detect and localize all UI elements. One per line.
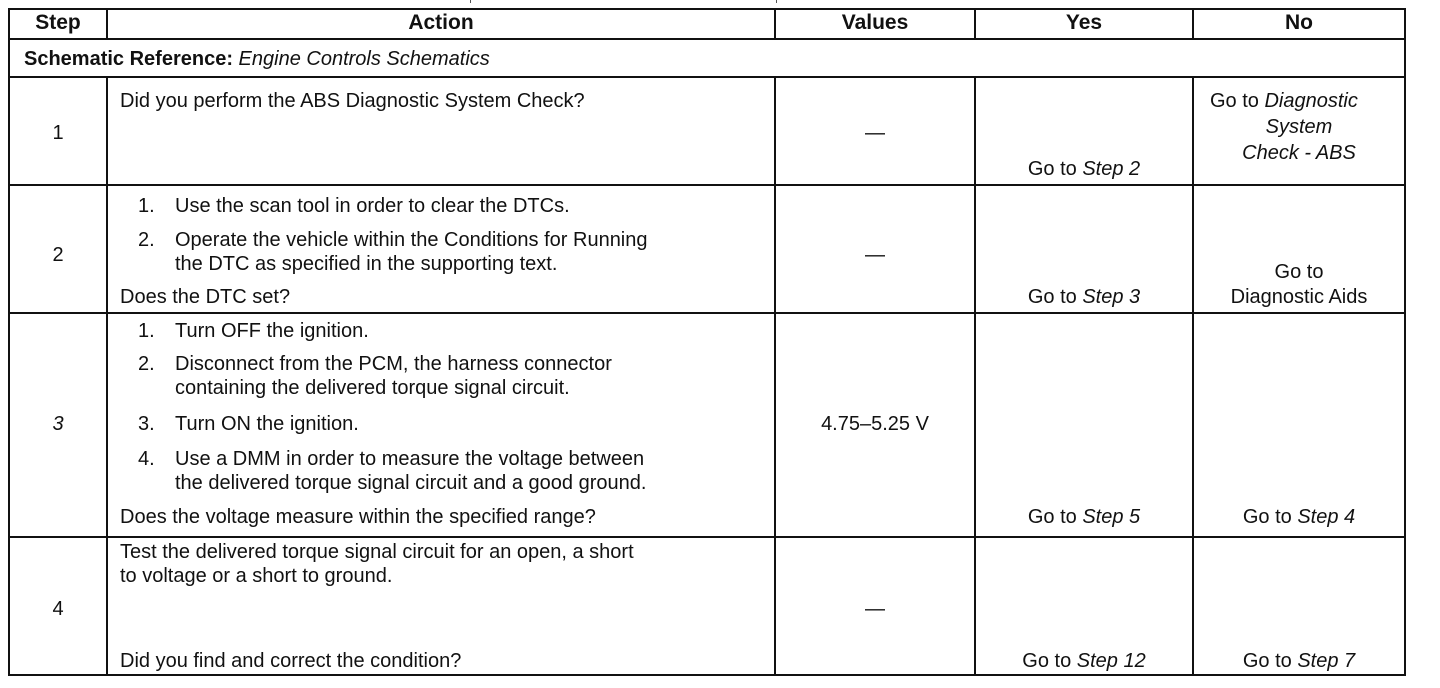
- step-link[interactable]: Step 12: [1076, 650, 1146, 672]
- diagnostic-aids-link[interactable]: Diagnostic Aids: [1230, 286, 1368, 308]
- row-divider: [10, 536, 1404, 538]
- list-item-text: Operate the vehicle within the Conditions for Running: [175, 229, 648, 251]
- yes-action: Go to Step 3: [1027, 286, 1141, 308]
- diagnostic-system-check-link[interactable]: Check - ABS: [1242, 142, 1356, 164]
- list-item-text: Disconnect from the PCM, the harness connector: [175, 353, 612, 375]
- header-yes: Yes: [1065, 11, 1103, 34]
- no-action: Go to Step 4: [1242, 506, 1356, 528]
- yes-action: Go to Step 2: [1027, 158, 1141, 180]
- step-number: 4: [52, 598, 64, 620]
- row-divider: [10, 312, 1404, 314]
- row-divider: [10, 184, 1404, 186]
- no-action: Go to Step 7: [1242, 650, 1356, 672]
- list-item-number: 2.: [138, 353, 155, 375]
- list-item-text: the DTC as specified in the supporting text.: [175, 253, 558, 275]
- column-divider: [106, 76, 108, 674]
- voltage-value: 4.75–5.25 V: [821, 413, 929, 435]
- no-action: Go to: [1274, 261, 1324, 283]
- header-action: Action: [408, 11, 474, 34]
- question-text: Does the DTC set?: [120, 286, 291, 308]
- schematic-divider: [10, 76, 1404, 78]
- list-item-number: 1.: [138, 320, 155, 342]
- column-divider: [774, 76, 776, 674]
- yes-action: Go to Step 12: [1022, 650, 1146, 672]
- list-item-text: Turn OFF the ignition.: [175, 320, 369, 342]
- column-divider: [1192, 76, 1194, 674]
- step-number: 3: [52, 413, 64, 435]
- step-link[interactable]: Step 5: [1082, 506, 1141, 528]
- yes-action: Go to Step 5: [1027, 506, 1141, 528]
- step-link[interactable]: Step 4: [1297, 506, 1356, 528]
- value-dash: —: [865, 122, 885, 144]
- list-item-text: Use the scan tool in order to clear the DTCs.: [175, 195, 570, 217]
- action-text: Did you perform the ABS Diagnostic System Check?: [120, 90, 585, 112]
- no-action: Go to Diagnostic: [1210, 90, 1358, 112]
- list-item-number: 1.: [138, 195, 155, 217]
- diagnostic-system-check-link[interactable]: Diagnostic: [1264, 90, 1358, 112]
- question-text: Does the voltage measure within the specified range?: [120, 506, 596, 528]
- list-item-text: Turn ON the ignition.: [175, 413, 359, 435]
- value-dash: —: [865, 244, 885, 266]
- list-item-number: 2.: [138, 229, 155, 251]
- question-text: Did you find and correct the condition?: [120, 650, 462, 672]
- list-item-number: 3.: [138, 413, 155, 435]
- list-item-text: containing the delivered torque signal circuit.: [175, 377, 570, 399]
- list-item-text: the delivered torque signal circuit and a good ground.: [175, 472, 647, 494]
- schematic-label: Schematic Reference:: [24, 48, 233, 70]
- step-link[interactable]: Step 3: [1082, 286, 1141, 308]
- action-text: to voltage or a short to ground.: [120, 565, 393, 587]
- schematic-link[interactable]: Engine Controls Schematics: [238, 48, 490, 70]
- diagnostic-table: [8, 8, 1406, 676]
- header-values: Values: [841, 11, 909, 34]
- header-no: No: [1285, 11, 1313, 34]
- step-number: 2: [52, 244, 64, 266]
- action-text: Test the delivered torque signal circuit for an open, a short: [120, 541, 634, 563]
- header-divider: [10, 38, 1404, 40]
- header-step: Step: [35, 11, 81, 34]
- step-number: 1: [52, 122, 64, 144]
- list-item-number: 4.: [138, 448, 155, 470]
- step-link[interactable]: Step 2: [1082, 158, 1141, 180]
- value-dash: —: [865, 598, 885, 620]
- step-link[interactable]: Step 7: [1297, 650, 1356, 672]
- diagnostic-system-check-link[interactable]: System: [1265, 116, 1333, 138]
- list-item-text: Use a DMM in order to measure the voltage between: [175, 448, 645, 470]
- schematic-reference: [24, 47, 490, 71]
